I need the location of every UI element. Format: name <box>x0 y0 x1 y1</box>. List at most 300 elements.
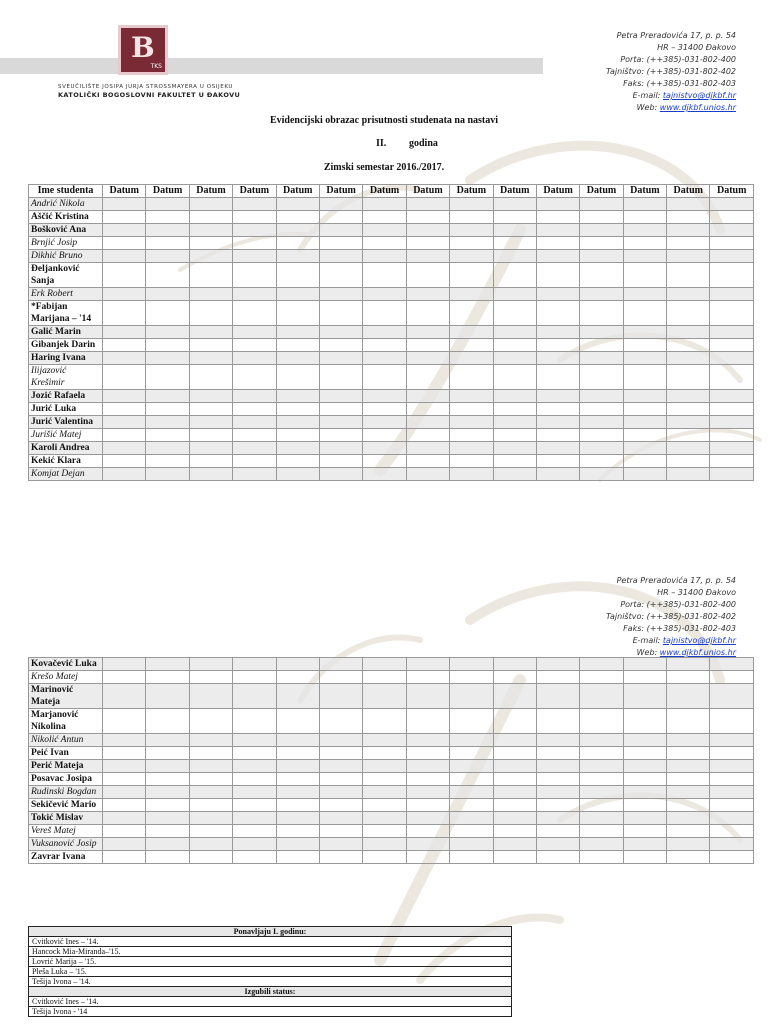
attendance-cell[interactable] <box>710 263 754 288</box>
attendance-cell[interactable] <box>536 416 579 429</box>
attendance-cell[interactable] <box>189 671 232 684</box>
attendance-cell[interactable] <box>363 416 406 429</box>
attendance-cell[interactable] <box>667 709 710 734</box>
attendance-cell[interactable] <box>276 429 319 442</box>
attendance-cell[interactable] <box>406 747 449 760</box>
attendance-cell[interactable] <box>493 352 536 365</box>
attendance-cell[interactable] <box>667 773 710 786</box>
attendance-cell[interactable] <box>146 288 189 301</box>
attendance-cell[interactable] <box>276 773 319 786</box>
attendance-cell[interactable] <box>710 747 754 760</box>
attendance-cell[interactable] <box>580 468 623 481</box>
attendance-cell[interactable] <box>536 263 579 288</box>
attendance-cell[interactable] <box>450 263 493 288</box>
attendance-cell[interactable] <box>319 250 362 263</box>
attendance-cell[interactable] <box>406 326 449 339</box>
attendance-cell[interactable] <box>233 352 276 365</box>
attendance-cell[interactable] <box>276 468 319 481</box>
web-link[interactable]: www.djkbf.unios.hr <box>659 103 736 112</box>
attendance-cell[interactable] <box>580 250 623 263</box>
attendance-cell[interactable] <box>623 250 666 263</box>
attendance-cell[interactable] <box>189 760 232 773</box>
attendance-cell[interactable] <box>493 326 536 339</box>
attendance-cell[interactable] <box>276 390 319 403</box>
attendance-cell[interactable] <box>103 747 146 760</box>
attendance-cell[interactable] <box>667 416 710 429</box>
attendance-cell[interactable] <box>319 301 362 326</box>
attendance-cell[interactable] <box>536 812 579 825</box>
attendance-cell[interactable] <box>580 224 623 237</box>
attendance-cell[interactable] <box>623 365 666 390</box>
attendance-cell[interactable] <box>146 838 189 851</box>
attendance-cell[interactable] <box>189 365 232 390</box>
attendance-cell[interactable] <box>276 339 319 352</box>
attendance-cell[interactable] <box>146 760 189 773</box>
attendance-cell[interactable] <box>623 658 666 671</box>
attendance-cell[interactable] <box>146 684 189 709</box>
attendance-cell[interactable] <box>667 429 710 442</box>
attendance-cell[interactable] <box>406 825 449 838</box>
attendance-cell[interactable] <box>189 684 232 709</box>
attendance-cell[interactable] <box>363 851 406 864</box>
email-link[interactable]: tajnistvo@djkbf.hr <box>662 636 736 645</box>
attendance-cell[interactable] <box>710 773 754 786</box>
attendance-cell[interactable] <box>450 326 493 339</box>
attendance-cell[interactable] <box>536 390 579 403</box>
attendance-cell[interactable] <box>536 288 579 301</box>
attendance-cell[interactable] <box>667 365 710 390</box>
attendance-cell[interactable] <box>493 416 536 429</box>
attendance-cell[interactable] <box>450 671 493 684</box>
attendance-cell[interactable] <box>103 851 146 864</box>
attendance-cell[interactable] <box>146 211 189 224</box>
attendance-cell[interactable] <box>493 365 536 390</box>
attendance-cell[interactable] <box>580 658 623 671</box>
attendance-cell[interactable] <box>450 224 493 237</box>
attendance-cell[interactable] <box>233 838 276 851</box>
attendance-cell[interactable] <box>103 250 146 263</box>
attendance-cell[interactable] <box>406 390 449 403</box>
attendance-cell[interactable] <box>146 825 189 838</box>
attendance-cell[interactable] <box>276 851 319 864</box>
attendance-cell[interactable] <box>233 684 276 709</box>
attendance-cell[interactable] <box>580 198 623 211</box>
attendance-cell[interactable] <box>406 263 449 288</box>
attendance-cell[interactable] <box>363 709 406 734</box>
attendance-cell[interactable] <box>363 658 406 671</box>
attendance-cell[interactable] <box>363 773 406 786</box>
attendance-cell[interactable] <box>710 838 754 851</box>
attendance-cell[interactable] <box>667 390 710 403</box>
attendance-cell[interactable] <box>450 684 493 709</box>
attendance-cell[interactable] <box>233 339 276 352</box>
attendance-cell[interactable] <box>103 468 146 481</box>
attendance-cell[interactable] <box>406 709 449 734</box>
attendance-cell[interactable] <box>189 263 232 288</box>
attendance-cell[interactable] <box>319 442 362 455</box>
attendance-cell[interactable] <box>319 403 362 416</box>
attendance-cell[interactable] <box>233 198 276 211</box>
attendance-cell[interactable] <box>580 288 623 301</box>
attendance-cell[interactable] <box>103 390 146 403</box>
attendance-cell[interactable] <box>363 365 406 390</box>
attendance-cell[interactable] <box>493 339 536 352</box>
attendance-cell[interactable] <box>233 237 276 250</box>
attendance-cell[interactable] <box>493 671 536 684</box>
attendance-cell[interactable] <box>276 224 319 237</box>
attendance-cell[interactable] <box>189 812 232 825</box>
attendance-cell[interactable] <box>580 851 623 864</box>
attendance-cell[interactable] <box>667 326 710 339</box>
attendance-cell[interactable] <box>536 429 579 442</box>
attendance-cell[interactable] <box>710 198 754 211</box>
attendance-cell[interactable] <box>580 773 623 786</box>
attendance-cell[interactable] <box>710 339 754 352</box>
attendance-cell[interactable] <box>450 709 493 734</box>
attendance-cell[interactable] <box>276 799 319 812</box>
attendance-cell[interactable] <box>536 365 579 390</box>
attendance-cell[interactable] <box>710 799 754 812</box>
attendance-cell[interactable] <box>406 760 449 773</box>
attendance-cell[interactable] <box>710 709 754 734</box>
attendance-cell[interactable] <box>276 237 319 250</box>
attendance-cell[interactable] <box>667 468 710 481</box>
attendance-cell[interactable] <box>450 403 493 416</box>
attendance-cell[interactable] <box>450 734 493 747</box>
attendance-cell[interactable] <box>667 211 710 224</box>
attendance-cell[interactable] <box>363 747 406 760</box>
attendance-cell[interactable] <box>146 263 189 288</box>
attendance-cell[interactable] <box>406 288 449 301</box>
attendance-cell[interactable] <box>319 658 362 671</box>
attendance-cell[interactable] <box>319 799 362 812</box>
attendance-cell[interactable] <box>580 442 623 455</box>
attendance-cell[interactable] <box>363 198 406 211</box>
attendance-cell[interactable] <box>536 442 579 455</box>
attendance-cell[interactable] <box>710 429 754 442</box>
attendance-cell[interactable] <box>493 301 536 326</box>
attendance-cell[interactable] <box>450 365 493 390</box>
attendance-cell[interactable] <box>493 658 536 671</box>
attendance-cell[interactable] <box>189 786 232 799</box>
attendance-cell[interactable] <box>363 799 406 812</box>
attendance-cell[interactable] <box>233 812 276 825</box>
attendance-cell[interactable] <box>536 734 579 747</box>
attendance-cell[interactable] <box>319 734 362 747</box>
attendance-cell[interactable] <box>493 263 536 288</box>
attendance-cell[interactable] <box>623 326 666 339</box>
attendance-cell[interactable] <box>536 851 579 864</box>
attendance-cell[interactable] <box>363 684 406 709</box>
attendance-cell[interactable] <box>450 760 493 773</box>
attendance-cell[interactable] <box>406 786 449 799</box>
attendance-cell[interactable] <box>493 838 536 851</box>
attendance-cell[interactable] <box>189 851 232 864</box>
attendance-cell[interactable] <box>319 838 362 851</box>
attendance-cell[interactable] <box>710 250 754 263</box>
attendance-cell[interactable] <box>580 416 623 429</box>
attendance-cell[interactable] <box>536 709 579 734</box>
attendance-cell[interactable] <box>363 224 406 237</box>
attendance-cell[interactable] <box>450 339 493 352</box>
attendance-cell[interactable] <box>233 250 276 263</box>
attendance-cell[interactable] <box>103 786 146 799</box>
attendance-cell[interactable] <box>189 825 232 838</box>
attendance-cell[interactable] <box>493 198 536 211</box>
attendance-cell[interactable] <box>276 403 319 416</box>
attendance-cell[interactable] <box>450 658 493 671</box>
attendance-cell[interactable] <box>667 760 710 773</box>
attendance-cell[interactable] <box>493 825 536 838</box>
attendance-cell[interactable] <box>406 851 449 864</box>
attendance-cell[interactable] <box>276 352 319 365</box>
attendance-cell[interactable] <box>623 339 666 352</box>
attendance-cell[interactable] <box>146 812 189 825</box>
attendance-cell[interactable] <box>450 468 493 481</box>
attendance-cell[interactable] <box>276 812 319 825</box>
attendance-cell[interactable] <box>536 403 579 416</box>
attendance-cell[interactable] <box>233 263 276 288</box>
attendance-cell[interactable] <box>276 838 319 851</box>
attendance-cell[interactable] <box>103 658 146 671</box>
attendance-cell[interactable] <box>536 339 579 352</box>
attendance-cell[interactable] <box>363 442 406 455</box>
attendance-cell[interactable] <box>493 786 536 799</box>
attendance-cell[interactable] <box>276 365 319 390</box>
attendance-cell[interactable] <box>493 455 536 468</box>
attendance-cell[interactable] <box>189 747 232 760</box>
attendance-cell[interactable] <box>667 747 710 760</box>
attendance-cell[interactable] <box>363 429 406 442</box>
attendance-cell[interactable] <box>406 734 449 747</box>
attendance-cell[interactable] <box>493 684 536 709</box>
attendance-cell[interactable] <box>363 339 406 352</box>
attendance-cell[interactable] <box>580 339 623 352</box>
attendance-cell[interactable] <box>580 838 623 851</box>
attendance-cell[interactable] <box>319 786 362 799</box>
attendance-cell[interactable] <box>406 455 449 468</box>
attendance-cell[interactable] <box>146 709 189 734</box>
attendance-cell[interactable] <box>536 684 579 709</box>
attendance-cell[interactable] <box>623 851 666 864</box>
attendance-cell[interactable] <box>103 812 146 825</box>
attendance-cell[interactable] <box>580 825 623 838</box>
attendance-cell[interactable] <box>276 301 319 326</box>
attendance-cell[interactable] <box>276 442 319 455</box>
attendance-cell[interactable] <box>319 760 362 773</box>
attendance-cell[interactable] <box>319 237 362 250</box>
attendance-cell[interactable] <box>580 365 623 390</box>
attendance-cell[interactable] <box>493 760 536 773</box>
attendance-cell[interactable] <box>450 773 493 786</box>
attendance-cell[interactable] <box>710 365 754 390</box>
attendance-cell[interactable] <box>189 352 232 365</box>
attendance-cell[interactable] <box>146 390 189 403</box>
attendance-cell[interactable] <box>319 263 362 288</box>
attendance-cell[interactable] <box>103 237 146 250</box>
attendance-cell[interactable] <box>710 211 754 224</box>
attendance-cell[interactable] <box>580 352 623 365</box>
attendance-cell[interactable] <box>623 734 666 747</box>
attendance-cell[interactable] <box>319 671 362 684</box>
attendance-cell[interactable] <box>667 403 710 416</box>
attendance-cell[interactable] <box>363 288 406 301</box>
attendance-cell[interactable] <box>667 812 710 825</box>
attendance-cell[interactable] <box>623 390 666 403</box>
attendance-cell[interactable] <box>536 747 579 760</box>
attendance-cell[interactable] <box>623 671 666 684</box>
attendance-cell[interactable] <box>319 198 362 211</box>
attendance-cell[interactable] <box>233 288 276 301</box>
attendance-cell[interactable] <box>493 709 536 734</box>
attendance-cell[interactable] <box>146 671 189 684</box>
attendance-cell[interactable] <box>536 825 579 838</box>
attendance-cell[interactable] <box>536 838 579 851</box>
attendance-cell[interactable] <box>103 838 146 851</box>
attendance-cell[interactable] <box>189 250 232 263</box>
attendance-cell[interactable] <box>406 799 449 812</box>
attendance-cell[interactable] <box>493 288 536 301</box>
attendance-cell[interactable] <box>189 288 232 301</box>
attendance-cell[interactable] <box>319 455 362 468</box>
attendance-cell[interactable] <box>189 211 232 224</box>
attendance-cell[interactable] <box>450 198 493 211</box>
attendance-cell[interactable] <box>406 468 449 481</box>
attendance-cell[interactable] <box>363 812 406 825</box>
attendance-cell[interactable] <box>189 390 232 403</box>
attendance-cell[interactable] <box>710 684 754 709</box>
attendance-cell[interactable] <box>536 760 579 773</box>
attendance-cell[interactable] <box>233 365 276 390</box>
attendance-cell[interactable] <box>493 211 536 224</box>
attendance-cell[interactable] <box>319 326 362 339</box>
attendance-cell[interactable] <box>536 224 579 237</box>
attendance-cell[interactable] <box>580 403 623 416</box>
attendance-cell[interactable] <box>363 211 406 224</box>
attendance-cell[interactable] <box>450 416 493 429</box>
attendance-cell[interactable] <box>189 339 232 352</box>
attendance-cell[interactable] <box>276 786 319 799</box>
attendance-cell[interactable] <box>623 747 666 760</box>
attendance-cell[interactable] <box>363 825 406 838</box>
attendance-cell[interactable] <box>536 658 579 671</box>
attendance-cell[interactable] <box>710 403 754 416</box>
attendance-cell[interactable] <box>103 760 146 773</box>
attendance-cell[interactable] <box>319 429 362 442</box>
attendance-cell[interactable] <box>319 416 362 429</box>
attendance-cell[interactable] <box>363 838 406 851</box>
attendance-cell[interactable] <box>406 416 449 429</box>
attendance-cell[interactable] <box>450 455 493 468</box>
attendance-cell[interactable] <box>623 709 666 734</box>
attendance-cell[interactable] <box>146 658 189 671</box>
attendance-cell[interactable] <box>710 734 754 747</box>
attendance-cell[interactable] <box>493 734 536 747</box>
attendance-cell[interactable] <box>406 250 449 263</box>
attendance-cell[interactable] <box>406 339 449 352</box>
attendance-cell[interactable] <box>233 709 276 734</box>
attendance-cell[interactable] <box>450 786 493 799</box>
attendance-cell[interactable] <box>450 237 493 250</box>
attendance-cell[interactable] <box>623 812 666 825</box>
attendance-cell[interactable] <box>623 838 666 851</box>
attendance-cell[interactable] <box>406 198 449 211</box>
attendance-cell[interactable] <box>146 326 189 339</box>
attendance-cell[interactable] <box>276 288 319 301</box>
attendance-cell[interactable] <box>623 288 666 301</box>
attendance-cell[interactable] <box>146 403 189 416</box>
attendance-cell[interactable] <box>319 365 362 390</box>
attendance-cell[interactable] <box>276 709 319 734</box>
attendance-cell[interactable] <box>450 352 493 365</box>
attendance-cell[interactable] <box>363 760 406 773</box>
attendance-cell[interactable] <box>536 773 579 786</box>
attendance-cell[interactable] <box>103 799 146 812</box>
attendance-cell[interactable] <box>623 468 666 481</box>
attendance-cell[interactable] <box>710 224 754 237</box>
attendance-cell[interactable] <box>667 339 710 352</box>
attendance-cell[interactable] <box>103 709 146 734</box>
attendance-cell[interactable] <box>580 684 623 709</box>
attendance-cell[interactable] <box>319 773 362 786</box>
attendance-cell[interactable] <box>276 747 319 760</box>
attendance-cell[interactable] <box>146 773 189 786</box>
attendance-cell[interactable] <box>406 403 449 416</box>
attendance-cell[interactable] <box>580 786 623 799</box>
attendance-cell[interactable] <box>667 198 710 211</box>
attendance-cell[interactable] <box>233 786 276 799</box>
attendance-cell[interactable] <box>363 263 406 288</box>
attendance-cell[interactable] <box>450 429 493 442</box>
attendance-cell[interactable] <box>276 658 319 671</box>
attendance-cell[interactable] <box>319 851 362 864</box>
attendance-cell[interactable] <box>233 326 276 339</box>
attendance-cell[interactable] <box>580 390 623 403</box>
attendance-cell[interactable] <box>189 734 232 747</box>
attendance-cell[interactable] <box>623 211 666 224</box>
attendance-cell[interactable] <box>189 709 232 734</box>
attendance-cell[interactable] <box>580 237 623 250</box>
attendance-cell[interactable] <box>580 429 623 442</box>
attendance-cell[interactable] <box>233 211 276 224</box>
attendance-cell[interactable] <box>276 326 319 339</box>
attendance-cell[interactable] <box>493 224 536 237</box>
attendance-cell[interactable] <box>146 851 189 864</box>
attendance-cell[interactable] <box>233 416 276 429</box>
attendance-cell[interactable] <box>233 747 276 760</box>
attendance-cell[interactable] <box>233 671 276 684</box>
attendance-cell[interactable] <box>103 416 146 429</box>
attendance-cell[interactable] <box>406 838 449 851</box>
attendance-cell[interactable] <box>580 263 623 288</box>
attendance-cell[interactable] <box>406 658 449 671</box>
attendance-cell[interactable] <box>189 455 232 468</box>
attendance-cell[interactable] <box>189 237 232 250</box>
attendance-cell[interactable] <box>233 734 276 747</box>
attendance-cell[interactable] <box>189 429 232 442</box>
attendance-cell[interactable] <box>146 416 189 429</box>
attendance-cell[interactable] <box>363 468 406 481</box>
attendance-cell[interactable] <box>146 747 189 760</box>
attendance-cell[interactable] <box>710 786 754 799</box>
attendance-cell[interactable] <box>146 301 189 326</box>
attendance-cell[interactable] <box>146 224 189 237</box>
attendance-cell[interactable] <box>276 825 319 838</box>
attendance-cell[interactable] <box>536 468 579 481</box>
attendance-cell[interactable] <box>493 773 536 786</box>
attendance-cell[interactable] <box>623 760 666 773</box>
attendance-cell[interactable] <box>623 352 666 365</box>
